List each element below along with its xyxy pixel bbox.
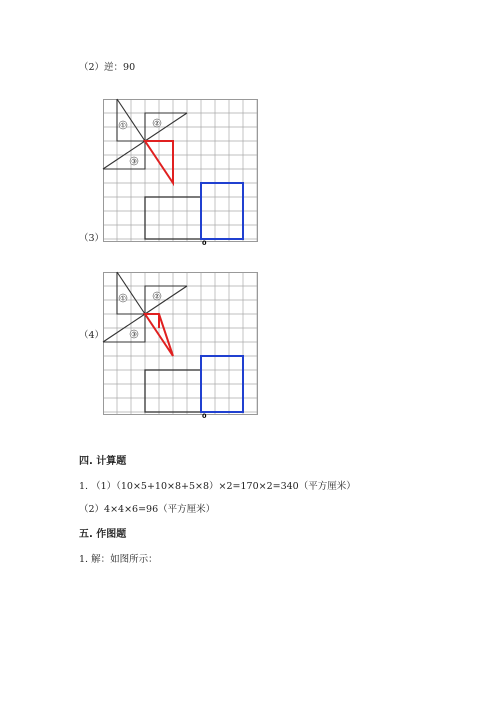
draw1-line: 1. 解：如图所示： — [79, 554, 158, 565]
grid-lines — [103, 99, 258, 242]
section5-heading: 五. 作图题 — [79, 529, 127, 540]
part4-label: （4） — [79, 330, 105, 341]
label-3: ③ — [131, 157, 137, 166]
grid-border — [104, 273, 258, 415]
grid-lines — [103, 272, 258, 415]
section4-heading: 四. 计算题 — [79, 456, 127, 467]
label-1: ① — [120, 294, 126, 303]
label-3: ③ — [131, 330, 137, 339]
label-2: ② — [154, 119, 160, 128]
label-o: 0 — [202, 412, 207, 420]
label-1: ① — [120, 121, 126, 130]
grid-figure-3 — [103, 99, 258, 247]
grid-border — [104, 100, 258, 242]
grid-figure-4 — [103, 272, 258, 420]
calc1-line: 1. （1）（10×5+10×8+5×8）×2=170×2=340（平方厘米） — [79, 481, 356, 492]
label-2: ② — [154, 292, 160, 301]
calc2-line: （2）4×4×6=96（平方厘米） — [79, 504, 216, 515]
part2-answer: （2）逆：90 — [79, 62, 136, 73]
part3-label: （3） — [79, 233, 105, 244]
label-o: 0 — [202, 239, 207, 247]
